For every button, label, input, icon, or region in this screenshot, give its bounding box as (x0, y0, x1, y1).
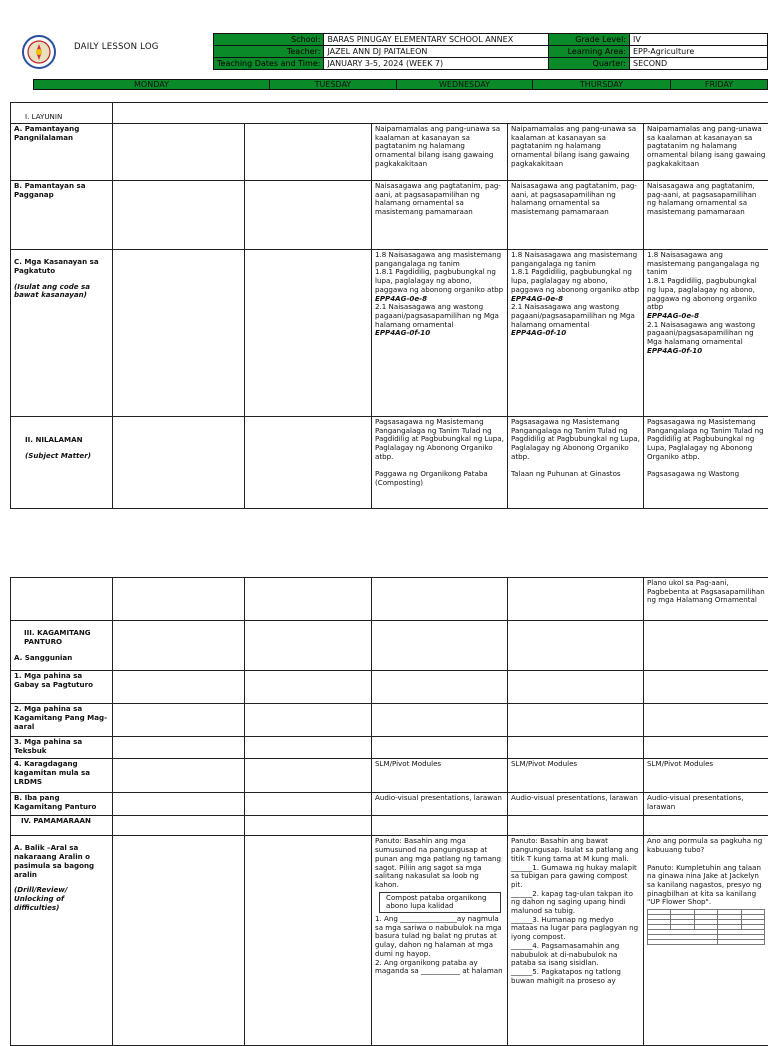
cell-mon (113, 621, 245, 671)
thu-item-4: ______4. Pagsamasamahin ang nabubulok at di-nabubulok na pataba sa isang sisidlan. (511, 942, 640, 968)
kasanayan-sub: (Isulat ang code sa bawat kasanayan) (14, 283, 109, 300)
pagganap-label: B. Pamantayan sa Pagganap (11, 181, 113, 250)
cell-tue (245, 671, 372, 704)
cell-mon (113, 181, 245, 250)
wed-item-2: 2. Ang organikong pataba ay maganda sa ___________ at halaman (375, 959, 504, 976)
row-top (11, 578, 768, 621)
pagganap-thu: Naisasagawa ang pagtatanim, pag-aani, at pagsasapamilihan ng halamang ornamental sa masistemang pamamaraan (508, 181, 644, 250)
k-item-1: 1.8 Naisasagawa ang masistemang pangangalaga ng tanim (647, 251, 767, 277)
cell-thu (508, 621, 644, 671)
nilalaman-wed-1: Pagsasagawa ng Masistemang Pangangalaga ng Tanim Tulad ng Pagdidilig at Pagbubungkal ng Lupa, Paglalagay ng Abonong Organiko atbp. (375, 418, 504, 462)
cell-thu (508, 578, 644, 621)
fri-panuto: Panuto: Kumpletuhin ang talaan na ginawa nina Jake at Jackelyn sa kanilang nagastos, presyo ng pinagbilhan at kita sa kanilang "UP Flower Shop". (647, 864, 767, 908)
school-label: School: (214, 34, 324, 46)
cell-fri (644, 737, 768, 759)
cell-tue (245, 836, 372, 1046)
row-kasanayan (11, 250, 768, 417)
cell-wed (372, 704, 508, 737)
row-pamantayang (11, 124, 768, 181)
school-value: BARAS PINUGAY ELEMENTARY SCHOOL ANNEX (324, 34, 549, 46)
layunin-label: I. LAYUNIN (11, 103, 113, 124)
day-wednesday: WEDNESDAY (396, 80, 532, 89)
kagamitan-label: III. KAGAMITANG PANTURO (14, 629, 109, 646)
nilalaman-fri-2: Pagsasagawa ng Wastong (647, 470, 767, 479)
karagdagang-label: 4. Karagdagang kagamitan mula sa LRDMS (11, 759, 113, 793)
k-code-2: EPP4AG-0f-10 (511, 329, 640, 338)
day-tuesday: TUESDAY (269, 80, 396, 89)
day-thursday: THURSDAY (532, 80, 670, 89)
nilalaman-label: II. NILALAMAN (25, 436, 109, 445)
cell-mon (113, 578, 245, 621)
cell-thu (508, 671, 644, 704)
sanggunian-label: A. Sanggunian (14, 654, 109, 663)
row-iba (11, 793, 768, 816)
pamamaraan-label: IV. PAMAMARAAN (11, 816, 113, 836)
word-box: Compost pataba organikong abono lupa kalidad (379, 892, 501, 913)
nilalaman-fri-1: Pagsasagawa ng Masistemang Pangangalaga ng Tanim Tulad ng Pagdidilig at Pagbubungkal ng Lupa, Paglalagay ng Abonong Organiko atbp. (647, 418, 767, 462)
nilalaman-thu-2: Talaan ng Puhunan at Ginastos (511, 470, 640, 479)
cell-mon (113, 816, 245, 836)
pamantayang-fri: Naipamamalas ang pang-unawa sa kaalaman at kasanayan sa pagtatanim ng halamang ornamental bilang isang gawaing pagkakakitaan (644, 124, 768, 181)
cell-fri (644, 704, 768, 737)
nilalaman-wed-2: Paggawa ng Organikong Pataba (Composting) (375, 470, 504, 487)
cell-tue (245, 621, 372, 671)
thu-item-2: ______2. kapag tag-ulan takpan ito ng dahon ng saging upang hindi malunod sa tubig. (511, 890, 640, 916)
thu-item-1: ______1. Gumawa ng hukay malapit sa tubigan para gawing compost pit. (511, 864, 640, 890)
kagamitan-cell (11, 621, 113, 671)
av-thu: Audio-visual presentations, larawan (508, 793, 644, 816)
pamantayang-label: A. Pamantayang Pangnilalaman (11, 124, 113, 181)
thu-panuto: Panuto: Basahin ang bawat pangungusap. Isulat sa patlang ang titik T kung tama at M kung mali. (511, 837, 640, 863)
cell-wed (372, 816, 508, 836)
cell-mon (113, 836, 245, 1046)
wed-panuto: Panuto: Basahin ang mga sumusunod na pangungusap at punan ang mga patlang ng tamang sagot. Piliin ang sagot sa mga salitang nakasulat sa loob ng kahon. (375, 837, 504, 889)
nilalaman-wed (372, 417, 508, 509)
header-info-left (213, 33, 549, 70)
k-item-2: 1.8.1 Pagdidilig, pagbubungkal ng lupa, paglalagay ng abono, paggawa ng abonong organiko atbp (647, 277, 767, 312)
cell-fri (644, 621, 768, 671)
cell-tue (245, 578, 372, 621)
pagganap-wed: Naisasagawa ang pagtatanim, pag-aani, at pagsasapamilihan ng halamang ornamental sa masistemang pamamaraan (372, 181, 508, 250)
k-code-1: EPP4AG-0e-8 (511, 295, 640, 304)
learning-area-value: EPP-Agriculture (630, 46, 768, 58)
cell-label (11, 578, 113, 621)
nilalaman-fri (644, 417, 768, 509)
cell-tue (245, 181, 372, 250)
slm-wed: SLM/Pivot Modules (372, 759, 508, 793)
quarter-label: Quarter: (549, 58, 630, 70)
cell-wed (372, 737, 508, 759)
day-monday: MONDAY (34, 80, 269, 89)
wed-item-1: 1. Ang ________________ay nagmula sa mga sariwa o nabubulok na mga basura tulad ng balat ng prutas at gulay, dahon ng halaman at mga dumi ng hayop. (375, 915, 504, 959)
day-friday: FRIDAY (670, 80, 767, 89)
k-item-2: 1.8.1 Pagdidilig, pagbubungkal ng lupa, paglalagay ng abono, paggawa ng abonong organiko atbp (511, 268, 640, 294)
balik-sub: (Drill/Review/ Unlocking of difficulties) (14, 886, 109, 912)
k-code-1: EPP4AG-0e-8 (375, 295, 504, 304)
k-code-2: EPP4AG-0f-10 (375, 329, 504, 338)
row-layunin (11, 103, 768, 124)
deped-seal-logo (18, 34, 60, 70)
plano-fri: Plano ukol sa Pag-aani, Pagbebenta at Pagsasapamilihan ng mga Halamang Ornamental (644, 578, 768, 621)
grade-level-label: Grade Level: (549, 34, 630, 46)
kagamitang-label: 2. Mga pahina sa Kagamitang Pang Mag-aaral (11, 704, 113, 737)
cell-mon (113, 124, 245, 181)
slm-thu: SLM/Pivot Modules (508, 759, 644, 793)
learning-area-label: Learning Area: (549, 46, 630, 58)
row-karagdagang (11, 759, 768, 793)
k-item-2: 1.8.1 Pagdidilig, pagbubungkal ng lupa, paglalagay ng abono, paggawa ng abonong organiko atbp (375, 268, 504, 294)
teksbuk-label: 3. Mga pahina sa Teksbuk (11, 737, 113, 759)
k-item-1: 1.8 Naisasagawa ang masistemang pangangalaga ng tanim (375, 251, 504, 268)
row-pamamaraan (11, 816, 768, 836)
lesson-table-1 (10, 102, 768, 509)
cell-wed (372, 621, 508, 671)
pagganap-fri: Naisasagawa ang pagtatanim, pag-aani, at pagsasapamilihan ng halamang ornamental sa masistemang pamamaraan (644, 181, 768, 250)
nilalaman-cell (11, 417, 113, 509)
header-info-right (548, 33, 768, 70)
cell-tue (245, 417, 372, 509)
teacher-label: Teacher: (214, 46, 324, 58)
cell-mon (113, 704, 245, 737)
cell-fri (644, 816, 768, 836)
nilalaman-sub: (Subject Matter) (25, 452, 109, 461)
slm-fri: SLM/Pivot Modules (644, 759, 768, 793)
balik-cell (11, 836, 113, 1046)
pamantayang-thu: Naipamamalas ang pang-unawa sa kaalaman at kasanayan sa pagtatanim ng halamang ornamental bilang isang gawaing pagkakakitaan (508, 124, 644, 181)
row-teksbuk (11, 737, 768, 759)
pamantayang-wed: Naipamamalas ang pang-unawa sa kaalaman at kasanayan sa pagtatanim ng halamang ornamental bilang isang gawaing pagkakakitaan (372, 124, 508, 181)
cell-tue (245, 759, 372, 793)
doc-title: DAILY LESSON LOG (74, 42, 159, 52)
cell-mon (113, 250, 245, 417)
cell-tue (245, 737, 372, 759)
cell-wed (372, 671, 508, 704)
dates-value: JANUARY 3-5, 2024 (WEEK 7) (324, 58, 549, 70)
cell-mon (113, 417, 245, 509)
balik-fri (644, 836, 768, 1046)
cell-tue (245, 816, 372, 836)
cell-tue (245, 250, 372, 417)
kasanayan-label: C. Mga Kasanayan sa Pagkatuto (14, 258, 109, 275)
dates-label: Teaching Dates and Time: (214, 58, 324, 70)
nilalaman-thu (508, 417, 644, 509)
teacher-value: JAZEL ANN DJ PAITALEON (324, 46, 549, 58)
fri-question: Ano ang pormula sa pagkuha ng kabuuang tubo? (647, 837, 767, 854)
k-item-3: 2.1 Naisasagawa ang wastong pagaani/pagsasapamilihan ng Mga halamang ornamental (375, 303, 504, 329)
cell-tue (245, 124, 372, 181)
balik-label: A. Balik –Aral sa nakaraang Aralin o pasimula sa bagong aralin (14, 844, 109, 879)
mini-table-image (647, 909, 765, 945)
cell-tue (245, 793, 372, 816)
cell-thu (508, 737, 644, 759)
cell-mon (113, 671, 245, 704)
cell-fri (644, 671, 768, 704)
balik-wed (372, 836, 508, 1046)
thu-item-3: ______3. Humanap ng medyo mataas na lugar para paglagyan ng iyong compost. (511, 916, 640, 942)
row-kagamitang (11, 704, 768, 737)
cell-mon (113, 793, 245, 816)
av-fri: Audio-visual presentations, larawan (644, 793, 768, 816)
row-balik-aral (11, 836, 768, 1046)
days-bar (33, 79, 768, 90)
cell-mon (113, 759, 245, 793)
cell-tue (245, 704, 372, 737)
kasanayan-thu (508, 250, 644, 417)
cell-thu (508, 704, 644, 737)
kasanayan-fri (644, 250, 768, 417)
k-item-1: 1.8 Naisasagawa ang masistemang pangangalaga ng tanim (511, 251, 640, 268)
grade-level-value: IV (630, 34, 768, 46)
kasanayan-cell (11, 250, 113, 417)
k-item-3: 2.1 Naisasagawa ang wastong pagaani/pagsasapamilihan ng Mga halamang ornamental (647, 321, 767, 347)
balik-thu (508, 836, 644, 1046)
iba-label: B. Iba pang Kagamitang Panturo (11, 793, 113, 816)
k-code-2: EPP4AG-0f-10 (647, 347, 767, 356)
row-kagamitan (11, 621, 768, 671)
av-wed: Audio-visual presentations, larawan (372, 793, 508, 816)
row-gabay (11, 671, 768, 704)
cell-thu (508, 816, 644, 836)
quarter-value: SECOND (630, 58, 768, 70)
row-nilalaman (11, 417, 768, 509)
lesson-table-2 (10, 577, 768, 1046)
nilalaman-thu-1: Pagsasagawa ng Masistemang Pangangalaga ng Tanim Tulad ng Pagdidilig at Pagbubungkal ng Lupa, Paglalagay ng Abonong Organiko atbp. (511, 418, 640, 462)
layunin-span (113, 103, 768, 124)
kasanayan-wed (372, 250, 508, 417)
thu-item-5: ______5. Pagkatapos ng tatlong buwan mahigit na proseso ay (511, 968, 640, 985)
k-item-3: 2.1 Naisasagawa ang wastong pagaani/pagsasapamilihan ng Mga halamang ornamental (511, 303, 640, 329)
gabay-label: 1. Mga pahina sa Gabay sa Pagtuturo (11, 671, 113, 704)
cell-wed (372, 578, 508, 621)
row-pagganap (11, 181, 768, 250)
k-code-1: EPP4AG-0e-8 (647, 312, 767, 321)
cell-mon (113, 737, 245, 759)
